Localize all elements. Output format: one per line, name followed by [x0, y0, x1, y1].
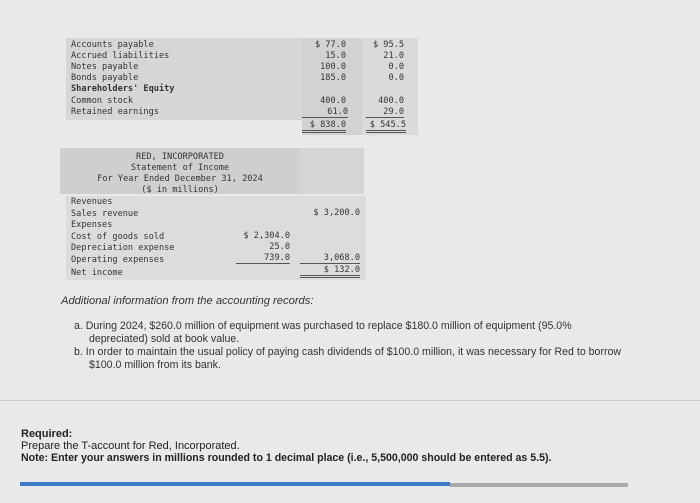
bs-b-bonds: 0.0: [388, 73, 404, 83]
bs-a-retained: 61.0: [302, 107, 348, 118]
bs-b-notes: 0.0: [388, 62, 404, 72]
bs-label-accounts-payable: Accounts payable: [71, 40, 154, 50]
bs-a-accrued: 15.0: [325, 51, 346, 61]
bs-b-common-stock: 400.0: [378, 96, 404, 106]
additional-info-heading: Additional information from the accounting records:: [61, 295, 314, 307]
income-band-right: [300, 148, 364, 194]
bs-label-bonds: Bonds payable: [71, 73, 139, 83]
is-opex-label: Operating expenses: [71, 255, 165, 265]
bs-a-accounts-payable: $ 77.0: [314, 40, 346, 50]
bs-b-retained: 29.0: [366, 107, 404, 118]
is-opex-value: 739.0: [236, 253, 290, 264]
is-title-company: RED, INCORPORATED: [136, 152, 224, 162]
additional-item-b: b. In order to maintain the usual policy of paying cash dividends of $100.0 million, it was necessary for Red to borrow: [74, 346, 622, 358]
is-title-period: For Year Ended December 31, 2024: [97, 174, 263, 184]
bs-label-common-stock: Common stock: [71, 96, 134, 106]
additional-item-b-cont: $100.0 million from its bank.: [89, 359, 221, 371]
required-note: Note: Enter your answers in millions rounded to 1 decimal place (i.e., 5,500,000 should be entered as 5.5).: [21, 452, 552, 464]
is-revenues-heading: Revenues: [71, 197, 113, 207]
is-title-units: ($ in millions): [141, 185, 219, 195]
required-instruction: Prepare the T-account for Red, Incorporated.: [21, 440, 240, 452]
is-sales-label: Sales revenue: [71, 209, 139, 219]
bs-label-retained: Retained earnings: [71, 107, 159, 117]
section-divider: [0, 400, 700, 401]
bs-a-total: $ 838.0: [302, 120, 346, 133]
is-expenses-heading: Expenses: [71, 220, 113, 230]
bottom-accent-bar: [20, 482, 450, 486]
is-cogs-label: Cost of goods sold: [71, 232, 165, 242]
bottom-gray-bar: [450, 483, 628, 487]
required-heading: Required:: [21, 428, 73, 440]
is-dep-label: Depreciation expense: [71, 243, 175, 253]
bs-b-total: $ 545.5: [366, 120, 406, 133]
bs-label-notes: Notes payable: [71, 62, 139, 72]
additional-item-a-cont: depreciated) sold at book value.: [89, 333, 240, 345]
bs-a-notes: 100.0: [320, 62, 346, 72]
bs-label-equity-heading: Shareholders' Equity: [71, 84, 175, 94]
is-sales-value: $ 3,200.0: [313, 208, 360, 218]
is-total-expenses: 3,068.0: [300, 253, 360, 264]
is-dep-value: 25.0: [269, 242, 290, 252]
bs-a-bonds: 185.0: [320, 73, 346, 83]
bs-b-accrued: 21.0: [383, 51, 404, 61]
additional-item-a: a. During 2024, $260.0 million of equipment was purchased to replace $180.0 million of equipment (95.0%: [74, 320, 572, 332]
bs-b-accounts-payable: $ 95.5: [372, 40, 404, 50]
is-title-statement: Statement of Income: [130, 163, 230, 173]
bs-a-common-stock: 400.0: [320, 96, 346, 106]
bs-label-accrued: Accrued liabilities: [71, 51, 170, 61]
is-net-income-value: $ 132.0: [300, 265, 360, 278]
is-cogs-value: $ 2,304.0: [243, 231, 290, 241]
is-net-income-label: Net income: [71, 268, 123, 278]
